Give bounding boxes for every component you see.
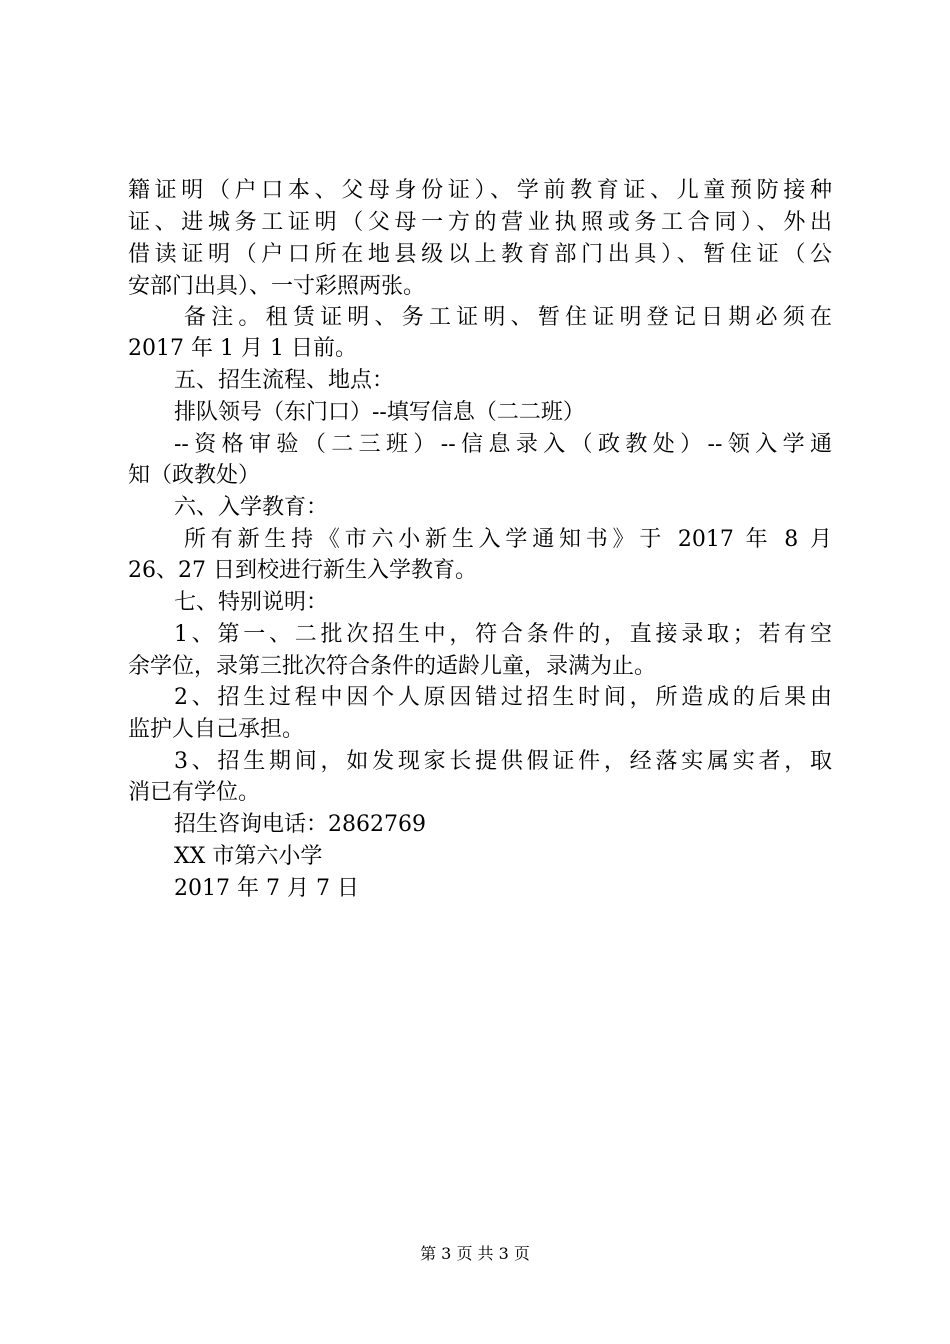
text-line: 监护人自己承担。 bbox=[128, 717, 305, 742]
text-line: 安部门出具）、一寸彩照两张。 bbox=[128, 274, 426, 299]
text-line: 所有新生持《市六小新生入学通知书》于 2017 年 8 月 bbox=[184, 527, 832, 552]
text-line: 余学位，录第三批次符合条件的适龄儿童，录满为止。 bbox=[128, 654, 657, 679]
text-line: 2、招生过程中因个人原因错过招生时间，所造成的后果由 bbox=[174, 685, 832, 710]
section-heading-education: 六、入学教育： bbox=[174, 495, 329, 520]
text-line: 排队领号（东门口）--填写信息（二二班） bbox=[174, 400, 585, 425]
text-line: 26、27 日到校进行新生入学教育。 bbox=[128, 558, 477, 583]
text-line: 籍证明（户口本、父母身份证）、学前教育证、儿童预防接种 bbox=[128, 178, 832, 203]
page-footer: 第 3 页 共 3 页 bbox=[420, 1244, 530, 1263]
document-date: 2017 年 7 月 7 日 bbox=[174, 876, 359, 901]
section-heading-process: 五、招生流程、地点： bbox=[174, 368, 395, 393]
text-line: 消已有学位。 bbox=[128, 780, 261, 805]
section-heading-notes: 七、特别说明： bbox=[174, 590, 329, 615]
remark-line: 备注。租赁证明、务工证明、暂住证明登记日期必须在 bbox=[184, 305, 832, 330]
text-line: 证、进城务工证明（父母一方的营业执照或务工合同）、外出 bbox=[128, 210, 832, 235]
contact-phone: 招生咨询电话：2862769 bbox=[174, 812, 426, 837]
text-line: --资格审验（二三班）--信息录入（政教处）--领入学通 bbox=[174, 432, 832, 457]
text-line: 3、招生期间，如发现家长提供假证件，经落实属实者，取 bbox=[174, 749, 832, 774]
text-line: 借读证明（户口所在地县级以上教育部门出具）、暂住证（公 bbox=[128, 242, 832, 267]
text-line: 1、第一、二批次招生中，符合条件的，直接录取；若有空 bbox=[174, 622, 832, 647]
text-line: 知（政教处） bbox=[128, 463, 261, 488]
text-line: 2017 年 1 月 1 日前。 bbox=[128, 336, 357, 361]
school-name: XX 市第六小学 bbox=[174, 844, 323, 869]
